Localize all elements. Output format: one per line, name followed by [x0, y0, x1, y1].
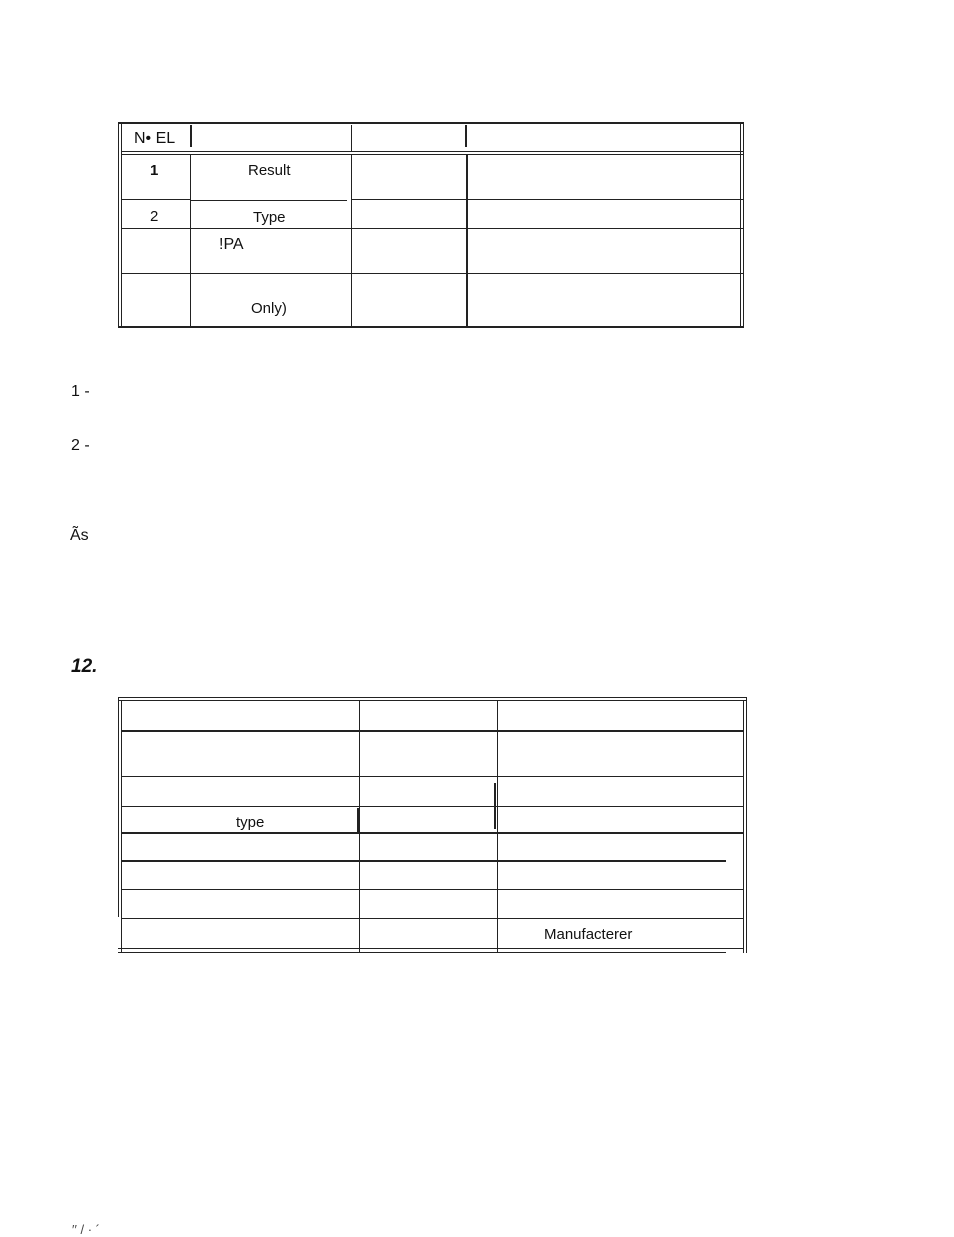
table-2-row-4-label: type: [236, 814, 265, 831]
table-2-row-8-value: Manufacterer: [544, 926, 633, 943]
table-1-header-number: N• EL: [134, 130, 176, 147]
table-1-row-1-number: 1: [150, 162, 159, 179]
note-as-marker: Ãs: [70, 527, 89, 544]
table-1-row-2-number: 2: [150, 208, 159, 225]
note-item-1-marker: 1 -: [71, 383, 90, 400]
table-1-row-3-label: !PA: [219, 236, 244, 253]
section-number: 12.: [71, 656, 98, 677]
table-1-row-4-label: Only): [251, 300, 287, 317]
table-1-row-2-label: Type: [253, 209, 286, 226]
table-1-row-1-label: Result: [248, 162, 291, 179]
page-footer-fragment: ′′ / · ´: [72, 1222, 100, 1237]
note-item-2-marker: 2 -: [71, 437, 90, 454]
